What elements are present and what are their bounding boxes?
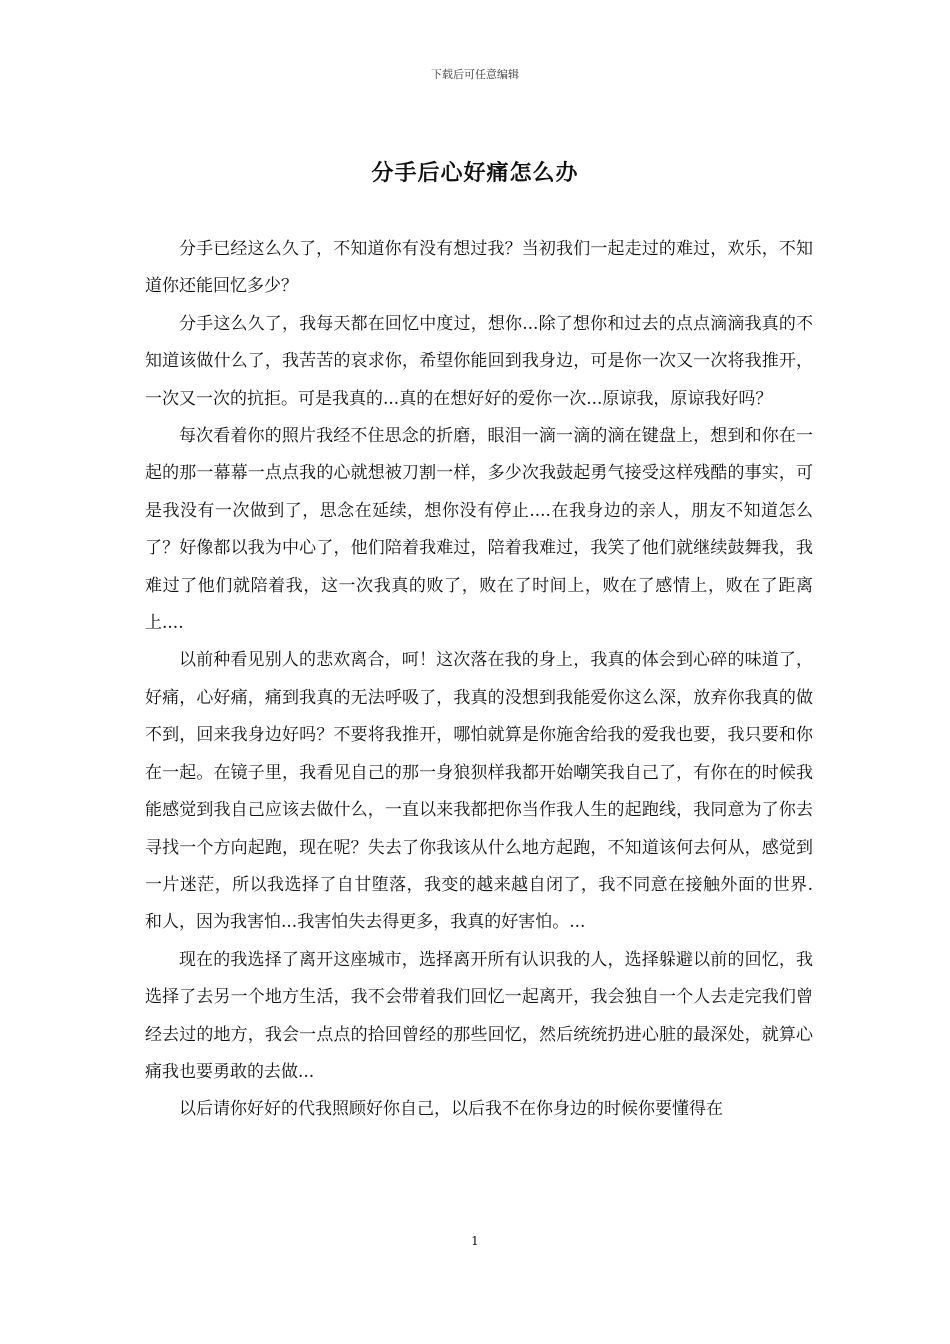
paragraph: 以前种看见别人的悲欢离合，呵！这次落在我的身上，我真的体会到心碎的味道了，好痛，心好痛，痛到我真的无法呼吸了，我真的没想到我能爱你这么深，放弃你我真的做不到，回来我身边好吗？不要将我推开，哪怕就算是你施舍给我的爱我也要，我只要和你在一起。在镜子里，我看见自己的那一身狼狈样我都开始嘲笑我自己了，有你在的时候我能感觉到我自己应该去做什么，一直以来我都把你当作我人生的起跑线，我同意为了你去寻找一个方向起跑，现在呢？失去了你我该从什么地方起跑，不知道该何去何从，感觉到一片迷茫，所以我选择了自甘堕落，我变的越来越自闭了，我不同意在接触外面的世界.和人，因为我害怕...我害怕失去得更多，我真的好害怕。... [145,650,813,933]
paragraph: 每次看着你的照片我经不住思念的折磨，眼泪一滴一滴的滴在键盘上，想到和你在一起的那一幕幕一点点我的心就想被刀割一样，多少次我鼓起勇气接受这样残酷的事实，可是我没有一次做到了，思念在延续，想你没有停止....在我身边的亲人，朋友不知道怎么了？好像都以我为中心了，他们陪着我难过，陪着我难过，我笑了他们就继续鼓舞我，我难过了他们就陪着我，这一次我真的败了，败在了时间上，败在了感情上，败在了距离上.... [145,426,813,634]
paragraph: 现在的我选择了离开这座城市，选择离开所有认识我的人，选择躲避以前的回忆，我选择了去另一个地方生活，我不会带着我们回忆一起离开，我会独自一个人去走完我们曾经去过的地方，我会一点点的拾回曾经的那些回忆，然后统统扔进心脏的最深处，就算心痛我也要勇敢的去做... [145,949,813,1082]
page-number: 1 [471,1234,479,1248]
paragraph: 分手已经这么久了，不知道你有没有想过我？当初我们一起走过的难过，欢乐，不知道你还能回忆多少？ [145,239,813,297]
document-title: 分手后心好痛怎么办 [371,160,579,186]
paragraph: 分手这么久了，我每天都在回忆中度过，想你...除了想你和过去的点点滴滴我真的不知道该做什么了，我苦苦的哀求你，希望你能回到我身边，可是你一次又一次将我推开，一次又一次的抗拒。可是我真的...真的在想好好的爱你一次...原谅我，原谅我好吗？ [145,313,813,409]
header-note: 下载后可任意编辑 [431,68,519,81]
document-body [145,231,813,1129]
paragraph: 以后请你好好的代我照顾好你自己，以后我不在你身边的时候你要懂得在 [179,1099,723,1120]
